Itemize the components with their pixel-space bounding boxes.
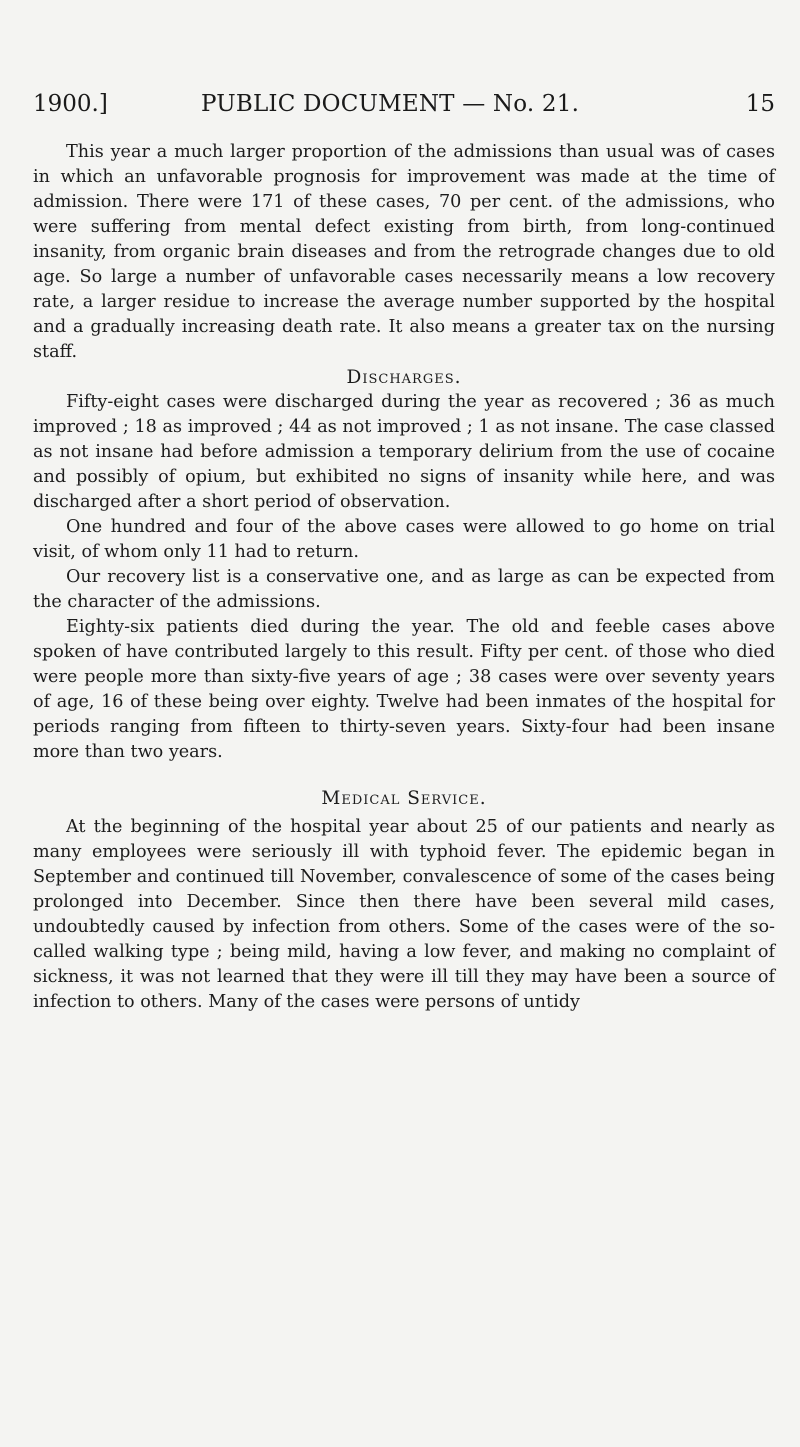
- paragraph-recovery-list: Our recovery list is a conservative one, and as large as can be expected from the character of the admissions.: [33, 567, 775, 612]
- section-heading-medical-service: Medical Service.: [321, 788, 487, 809]
- paragraph-typhoid: At the beginning of the hospital year about 25 of our patients and nearly as many employees were seriously ill with typhoid fever. The epidemic began in September and continued till November, convalescence of some of the cases being prolonged into December. Since then there have been several mild cases, undoubtedly caused by infection from others. Some of the cases were of the so-called walking type ; being mild, having a low fever, and making no complaint of sickness, it was not learned that they were ill till they may have been a source of infection to others. Many of the cases were persons of untidy: [33, 817, 775, 1012]
- running-head-title: PUBLIC DOCUMENT — No. 21.: [201, 91, 580, 117]
- running-head-year: 1900.]: [33, 91, 108, 117]
- paragraph-deaths: Eighty-six patients died during the year. The old and feeble cases above spoken of have contributed largely to this result. Fifty per cent. of those who died were people more than sixty-five years of age ; 38 cases were over seventy years of age, 16 of these being over eighty. Twelve had been inmates of the hospital for periods ranging from fifteen to thirty-seven years. Sixty-four had been insane more than two years.: [33, 617, 775, 762]
- body-text: [33, 140, 775, 1015]
- paragraph-discharged: Fifty-eight cases were discharged during the year as recovered ; 36 as much improved ; 18 as improved ; 44 as not improved ; 1 as not insane. The case classed as not insane had before admission a temporary delirium from the use of cocaine and possibly of opium, but exhibited no signs of insanity while here, and was discharged after a short period of observation.: [33, 392, 775, 512]
- paragraph-trial-visit: One hundred and four of the above cases were allowed to go home on trial visit, of whom only 11 had to return.: [33, 517, 775, 562]
- page-number: 15: [745, 91, 775, 117]
- paragraph-admissions: This year a much larger proportion of the admissions than usual was of cases in which an unfavorable prognosis for improvement was made at the time of admission. There were 171 of these cases, 70 per cent. of the admissions, who were suffering from mental defect existing from birth, from long-continued insanity, from organic brain diseases and from the retrograde changes due to old age. So large a number of unfavorable cases necessarily means a low recovery rate, a larger residue to increase the average number supported by the hospital and a gradually increasing death rate. It also means a greater tax on the nursing staff.: [33, 142, 775, 362]
- running-head: [33, 88, 775, 120]
- section-heading-discharges: Discharges.: [346, 367, 462, 388]
